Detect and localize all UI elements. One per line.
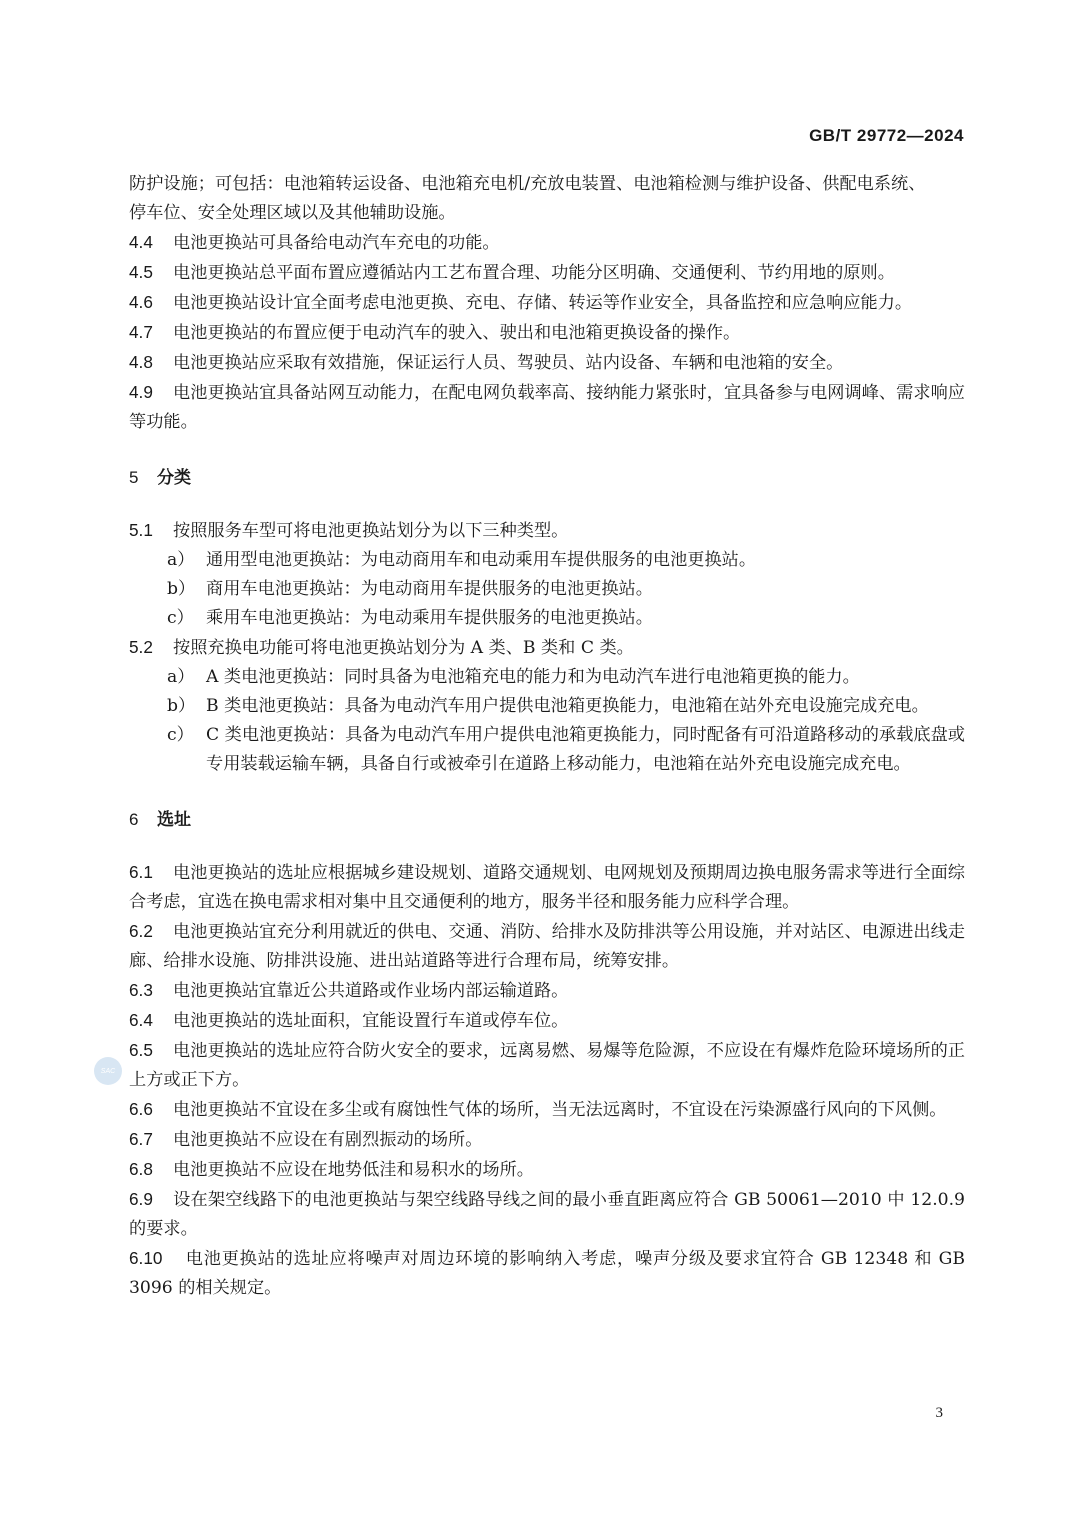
clause-number: 6.9 [129,1189,153,1209]
page-content [129,170,965,1303]
clause-text: 电池更换站的选址面积，宜能设置行车道或停车位。 [173,1011,569,1031]
list-item-text: C 类电池更换站：具备为电动汽车用户提供电池箱更换能力，同时配备有可沿道路移动的承载底盘或专用装载运输车辆，具备自行或被牵引在道路上移动能力，电池箱在站外充电设施完成充电。 [206,725,965,774]
clause-number: 6.3 [129,980,153,1000]
clause-4-5 [129,258,965,288]
clause-number: 5.2 [129,637,153,657]
clause-number: 4.8 [129,352,153,372]
clause-text: 按照服务车型可将电池更换站划分为以下三种类型。 [173,521,569,541]
clause-text: 电池更换站总平面布置应遵循站内工艺布置合理、功能分区明确、交通便利、节约用地的原则。 [173,263,895,283]
clause-6-8 [129,1155,965,1185]
clause-6-1 [129,858,965,917]
clause-number: 6.4 [129,1010,153,1030]
clause-number: 4.7 [129,322,153,342]
list-item-text: 商用车电池更换站：为电动商用车提供服务的电池更换站。 [206,579,653,599]
clause-6-4 [129,1006,965,1036]
list-marker: b） [167,579,196,599]
sac-watermark-icon: SAC [94,1057,122,1085]
section-title: 选址 [157,810,191,829]
clause-6-3 [129,976,965,1006]
clause-number: 5.1 [129,520,153,540]
list-item [129,604,965,633]
clause-text: 电池更换站的布置应便于电动汽车的驶入、驶出和电池箱更换设备的操作。 [173,323,741,343]
list-item-text: 乘用车电池更换站：为电动乘用车提供服务的电池更换站。 [206,608,653,628]
clause-number: 4.4 [129,232,153,252]
clause-6-2 [129,917,965,976]
clause-text: 设在架空线路下的电池更换站与架空线路导线之间的最小垂直距离应符合 GB 50061—2010 中 12.0.9 的要求。 [129,1190,965,1239]
clause-text: 电池更换站的选址应符合防火安全的要求，远离易燃、易爆等危险源，不应设在有爆炸危险环境场所的正上方或正下方。 [129,1041,965,1090]
list-marker: c） [167,725,194,745]
clause-6-7 [129,1125,965,1155]
list-item-text: A 类电池更换站：同时具备为电池箱充电的能力和为电动汽车进行电池箱更换的能力。 [206,667,860,687]
section-6-heading [129,805,965,834]
section-number: 5 [129,468,139,487]
clause-number: 6.1 [129,862,153,882]
clause-text: 电池更换站不应设在有剧烈振动的场所。 [173,1130,483,1150]
clause-text: 电池更换站不应设在地势低洼和易积水的场所。 [173,1160,534,1180]
intro-line-2: 停车位、安全处理区域以及其他辅助设施。 [129,203,456,223]
clause-number: 6.5 [129,1040,153,1060]
list-item [129,663,965,692]
section-5-heading [129,463,965,492]
clause-text: 电池更换站不宜设在多尘或有腐蚀性气体的场所，当无法远离时，不宜设在污染源盛行风向的下风侧。 [173,1100,947,1120]
clause-text: 电池更换站应采取有效措施，保证运行人员、驾驶员、站内设备、车辆和电池箱的安全。 [173,353,844,373]
clause-text: 电池更换站可具备给电动汽车充电的功能。 [173,233,500,253]
clause-number: 4.9 [129,382,153,402]
clause-number: 6.10 [129,1248,163,1268]
clause-text: 电池更换站的选址应将噪声对周边环境的影响纳入考虑，噪声分级及要求宜符合 GB 12348 和 GB 3096 的相关规定。 [129,1249,965,1298]
list-item [129,692,965,721]
list-item-text: 通用型电池更换站：为电动商用车和电动乘用车提供服务的电池更换站。 [206,550,757,570]
list-item [129,575,965,604]
clause-number: 6.8 [129,1159,153,1179]
clause-number: 6.6 [129,1099,153,1119]
clause-4-4 [129,228,965,258]
page-number: 3 [935,1405,943,1421]
clause-number: 6.2 [129,921,153,941]
clause-text: 电池更换站设计宜全面考虑电池更换、充电、存储、转运等作业安全，具备监控和应急响应能力。 [173,293,913,313]
clause-4-9 [129,378,965,437]
list-marker: c） [167,608,194,628]
clause-text: 电池更换站宜靠近公共道路或作业场内部运输道路。 [173,981,569,1001]
clause-6-10 [129,1244,965,1303]
clause-5-1 [129,516,965,546]
clause-text: 电池更换站的选址应根据城乡建设规划、道路交通规划、电网规划及预期周边换电服务需求等进行全面综合考虑，宜选在换电需求相对集中且交通便利的地方，服务半径和服务能力应科学合理。 [129,863,965,912]
list-item [129,546,965,575]
clause-number: 4.6 [129,292,153,312]
section-title: 分类 [157,468,191,487]
clause-6-5 [129,1036,965,1095]
intro-line-1: 防护设施；可包括：电池箱转运设备、电池箱充电机/充放电装置、电池箱检测与维护设备、供配电系统、 [129,174,926,194]
clause-5-2 [129,633,965,663]
clause-number: 4.5 [129,262,153,282]
clause-text: 电池更换站宜充分利用就近的供电、交通、消防、给排水及防排洪等公用设施，并对站区、电源进出线走廊、给排水设施、防排洪设施、进出站道路等进行合理布局，统筹安排。 [129,922,965,971]
list-marker: a） [167,550,195,570]
clause-6-9 [129,1185,965,1244]
list-marker: b） [167,696,196,716]
clause-text: 电池更换站宜具备站网互动能力，在配电网负载率高、接纳能力紧张时，宜具备参与电网调峰、需求响应等功能。 [129,383,965,432]
list-item [129,721,965,779]
clause-6-6 [129,1095,965,1125]
section-number: 6 [129,810,139,829]
standard-code: GB/T 29772—2024 [809,126,964,145]
clause-text: 按照充换电功能可将电池更换站划分为 A 类、B 类和 C 类。 [173,638,634,658]
list-marker: a） [167,667,195,687]
clause-number: 6.7 [129,1129,153,1149]
clause-4-7 [129,318,965,348]
clause-4-6 [129,288,965,318]
list-item-text: B 类电池更换站：具备为电动汽车用户提供电池箱更换能力，电池箱在站外充电设施完成充电。 [206,696,929,716]
clause-4-8 [129,348,965,378]
